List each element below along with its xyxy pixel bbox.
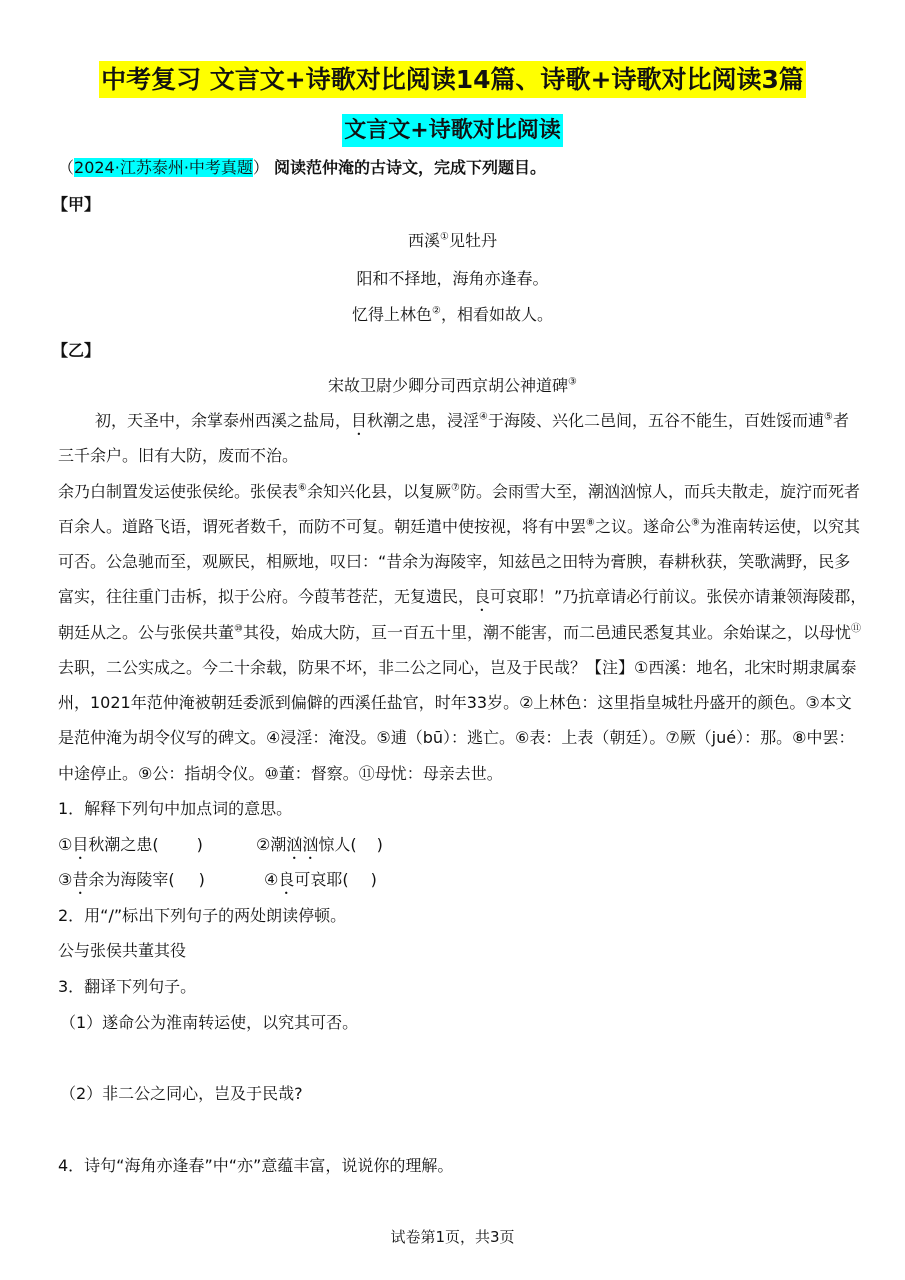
essay-line: 朝廷从之。公与张侯共董⑩其役，始成大防，亘一百五十里，潮不能害，而二邑逋民悉复其业。余始谋之，以母忧⑪ (58, 623, 861, 642)
question-1-d: ④良可哀耶( ) (264, 870, 377, 889)
question-1: 1．解释下列句中加点词的意思。 (58, 799, 293, 818)
question-2: 2．用“/”标出下列句子的两处朗读停顿。 (58, 906, 347, 925)
question-1-b: ②潮汹汹惊人( ) (256, 835, 383, 854)
yi-label: 【乙】 (52, 341, 101, 360)
question-3: 3．翻译下列句子。 (58, 977, 197, 996)
question-1-c: ③昔余为海陵宰( ) (58, 870, 205, 889)
question-3-1: （1）遂命公为淮南转运使，以究其可否。 (60, 1013, 359, 1032)
notes-line: 州，1021年范仲淹被朝廷委派到偏僻的西溪任盐官，时年33岁。②上林色：这里指皇城牡丹盛开的颜色。③本文 (58, 693, 852, 712)
essay-line: 可否。公急驰而至，观厥民，相厥地，叹曰：“昔余为海陵宰，知兹邑之田特为膏腴，春耕秋获，笑歌满野，民多 (58, 552, 851, 571)
question-2-sentence: 公与张侯共董其役 (58, 941, 187, 960)
essay-title: 宋故卫尉少卿分司西京胡公神道碑③ (328, 376, 577, 395)
section-title: 文言文+诗歌对比阅读 (0, 113, 905, 144)
question-4: 4．诗句“海角亦逢春”中“亦”意蕴丰富，说说你的理解。 (58, 1156, 454, 1175)
intro-line: （2024·江苏泰州·中考真题） 阅读范仲淹的古诗文，完成下列题目。 (58, 158, 547, 177)
notes-line: 中途停止。⑨公：指胡令仪。⑩董：督察。⑪母忧：母亲去世。 (58, 764, 503, 783)
source-tag: 2024·江苏泰州·中考真题 (74, 158, 253, 177)
question-1-a: ①目秋潮之患( ) (58, 835, 203, 854)
essay-line: 三千余户。旧有大防，废而不治。 (58, 446, 299, 465)
essay-line: 百余人。道路飞语，谓死者数千，而防不可复。朝廷遣中使按视，将有中罢⑧之议。遂命公⑨为淮南转运使，以究其 (58, 517, 860, 536)
essay-line: 去职，二公实成之。今二十余载，防果不坏，非二公之同心，岂及于民哉？【注】①西溪：地名，北宋时期隶属泰 (58, 658, 857, 677)
essay-line: 初，天圣中，余掌泰州西溪之盐局，目秋潮之患，浸淫④于海陵、兴化二邑间，五谷不能生，百姓馁而逋⑤者 (95, 411, 850, 430)
poem-title: 西溪①见牡丹 (408, 231, 497, 250)
essay-line: 富实，往往重门击柝，拟于公府。今葭苇苍茫，无复遗民，良可哀耶！”乃抗章请必行前议。张侯亦请兼领海陵郡， (58, 587, 867, 606)
jia-label: 【甲】 (52, 195, 101, 214)
notes-line: 是范仲淹为胡令仪写的碑文。④浸淫：淹没。⑤逋（bū）：逃亡。⑥表：上表（朝廷）。⑦厥（jué）：那。⑧中罢： (58, 728, 855, 747)
page-footer: 试卷第1页，共3页 (390, 1228, 515, 1246)
poem-line-2: 忆得上林色②，相看如故人。 (352, 305, 553, 324)
poem-line-1: 阳和不择地，海角亦逢春。 (356, 269, 549, 288)
question-3-2: （2）非二公之同心，岂及于民哉? (60, 1084, 303, 1103)
essay-line: 余乃白制置发运使张侯纶。张侯表⑥余知兴化县，以复厥⑦防。会雨雪大至，潮汹汹惊人，而兵夫散走，旋泞而死者 (58, 482, 860, 501)
page-title: 中考复习 文言文+诗歌对比阅读14篇、诗歌+诗歌对比阅读3篇 (0, 60, 905, 96)
